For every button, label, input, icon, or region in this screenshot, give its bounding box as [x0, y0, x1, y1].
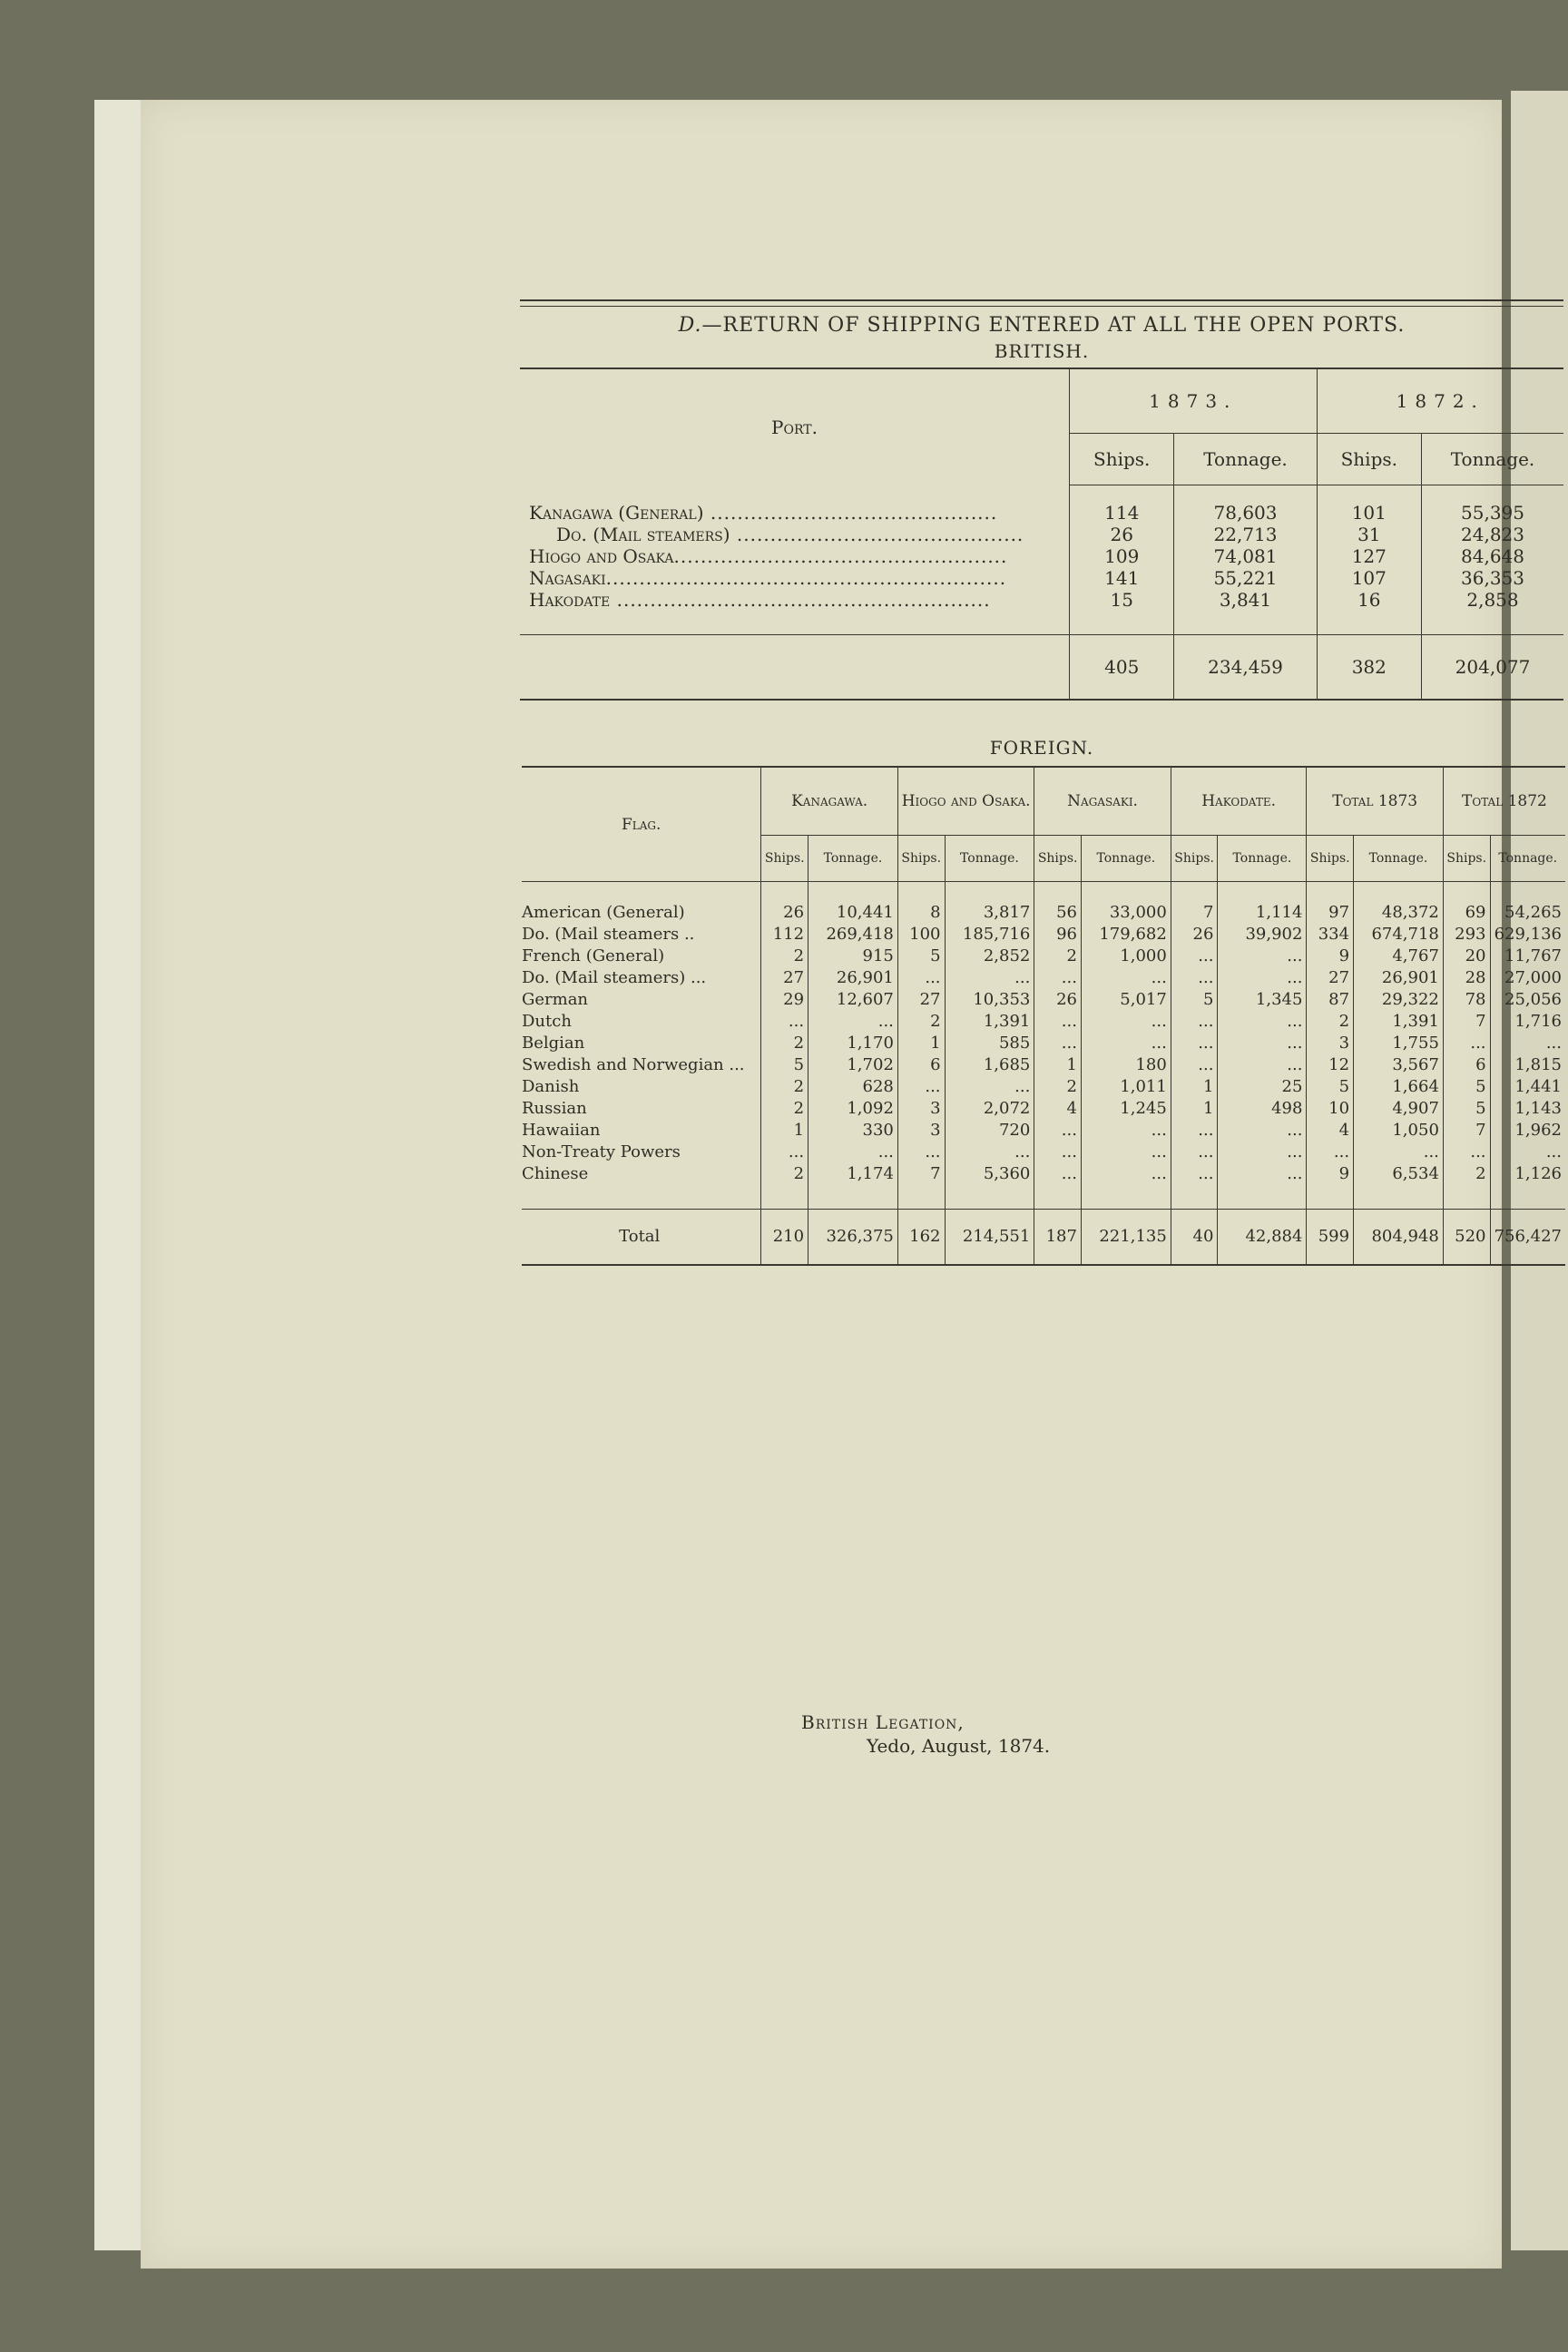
table-row: [522, 989, 1565, 1011]
kanagawa-tonnage: 12,607: [808, 989, 898, 1011]
total-1872-ships: 28: [1443, 967, 1490, 989]
hiogo-osaka-ships: 5: [897, 946, 945, 967]
total-total-1873-ships: 599: [1307, 1210, 1354, 1266]
nagasaki-ships: ...: [1034, 1120, 1082, 1142]
tonnage-1872: 24,823: [1461, 524, 1524, 545]
kanagawa-ships: 29: [761, 989, 808, 1011]
british-shipping-table: [520, 368, 1563, 701]
total-1873-tonnage: 4,767: [1354, 946, 1444, 967]
hakodate-ships: 26: [1171, 924, 1218, 946]
hakodate-ships: ...: [1171, 1033, 1218, 1054]
hakodate-tonnage: ...: [1218, 967, 1307, 989]
total-1872-ships: ...: [1443, 1142, 1490, 1163]
ships-1872: 107: [1317, 567, 1421, 589]
total-1872-ships: 78: [1443, 989, 1490, 1011]
total-hiogo-osaka-ships: 162: [897, 1210, 945, 1266]
tonnage-1873: 74,081: [1174, 545, 1317, 567]
kanagawa-tonnage: 1,702: [808, 1054, 898, 1076]
kanagawa-tonnage: 330: [808, 1120, 898, 1142]
nagasaki-ships: 56: [1034, 882, 1082, 925]
hiogo-osaka-tonnage: 185,716: [945, 924, 1034, 946]
flag-name: Danish: [522, 1076, 761, 1098]
nagasaki-tonnage: ...: [1081, 1120, 1171, 1142]
flag-name: Russian: [522, 1098, 761, 1120]
port-name: Do. (Mail steamers): [556, 524, 730, 545]
kanagawa-tonnage: 1,170: [808, 1033, 898, 1054]
kanagawa-tonnage: ...: [808, 1142, 898, 1163]
flag-name: Hawaiian: [522, 1120, 761, 1142]
total-1873-tonnage: 1,664: [1354, 1076, 1444, 1098]
kanagawa-ships: 112: [761, 924, 808, 946]
port-name: Kanagawa (General): [529, 501, 704, 524]
hiogo-osaka-tonnage: 10,353: [945, 989, 1034, 1011]
hakodate-tonnage: ...: [1218, 1142, 1307, 1163]
kanagawa-ships: 2: [761, 1076, 808, 1098]
table-row: [522, 1142, 1565, 1163]
total-1873-ships: 3: [1307, 1033, 1354, 1054]
ships-1872: 101: [1317, 485, 1421, 524]
tonnage-subheader: Tonnage.: [945, 836, 1034, 882]
hakodate-ships: 5: [1171, 989, 1218, 1011]
kanagawa-ships: 2: [761, 1033, 808, 1054]
hiogo-osaka-tonnage: 585: [945, 1033, 1034, 1054]
nagasaki-tonnage: 33,000: [1081, 882, 1171, 925]
flag-name: American (General): [522, 882, 761, 925]
hakodate-tonnage: 1,345: [1218, 989, 1307, 1011]
ships-1873: 114: [1070, 485, 1174, 524]
total-1872-header: Total 1872: [1443, 767, 1565, 836]
hakodate-tonnage: ...: [1218, 1054, 1307, 1076]
hiogo-osaka-tonnage: ...: [945, 967, 1034, 989]
nagasaki-ships: 2: [1034, 946, 1082, 967]
kanagawa-ships: 26: [761, 882, 808, 925]
signature-legation: British Legation,: [801, 1711, 965, 1733]
foreign-shipping-table: [522, 766, 1565, 1266]
hiogo-osaka-ships: 2: [897, 1011, 945, 1033]
ships-1873: 15: [1070, 589, 1174, 635]
total-1872-ships: 6: [1443, 1054, 1490, 1076]
ships-1873: 141: [1070, 567, 1174, 589]
nagasaki-ships: 26: [1034, 989, 1082, 1011]
ships-1872: 16: [1317, 589, 1421, 635]
table-row: [522, 1098, 1565, 1120]
total-1873-tonnage: 1,755: [1354, 1033, 1444, 1054]
document-title: [520, 314, 1563, 337]
leader-dots: ...........................................: [703, 501, 998, 524]
nagasaki-tonnage: 1,000: [1081, 946, 1171, 967]
table-row: [520, 485, 1563, 524]
nagasaki-tonnage: 179,682: [1081, 924, 1171, 946]
hakodate-ships: ...: [1171, 1120, 1218, 1142]
table-row: [522, 1076, 1565, 1098]
flag-name: German: [522, 989, 761, 1011]
ships-subheader: Ships.: [1171, 836, 1218, 882]
total-1873-ships: 10: [1307, 1098, 1354, 1120]
total-1872-ships: 5: [1443, 1076, 1490, 1098]
total-1872-tonnage: 1,716: [1514, 1012, 1562, 1031]
total-total-1872-tonnage: 756,427: [1490, 1210, 1565, 1266]
hakodate-tonnage: ...: [1218, 1120, 1307, 1142]
kanagawa-tonnage: 1,174: [808, 1163, 898, 1210]
hiogo-osaka-ships: ...: [897, 967, 945, 989]
total-1873-ships: 334: [1307, 924, 1354, 946]
total-label: Total: [522, 1210, 761, 1266]
hakodate-tonnage: 1,114: [1218, 882, 1307, 925]
total-1873-ships: 9: [1307, 1163, 1354, 1210]
nagasaki-ships: ...: [1034, 1011, 1082, 1033]
total-1873-tonnage: ...: [1354, 1142, 1444, 1163]
total-1873-ships: 97: [1307, 882, 1354, 925]
nagasaki-tonnage: ...: [1081, 1163, 1171, 1210]
hiogo-osaka-tonnage: 2,852: [945, 946, 1034, 967]
hakodate-ships: 1: [1171, 1076, 1218, 1098]
nagasaki-ships: ...: [1034, 967, 1082, 989]
title-rule: [520, 299, 1563, 307]
nagasaki-ships: ...: [1034, 1163, 1082, 1210]
hakodate-tonnage: 39,902: [1218, 924, 1307, 946]
hiogo-osaka-tonnage: 5,360: [945, 1163, 1034, 1210]
flag-name: Swedish and Norwegian ...: [522, 1054, 761, 1076]
signature-place-date: Yedo, August, 1874.: [867, 1735, 1051, 1757]
total-hakodate-tonnage: 42,884: [1218, 1210, 1307, 1266]
hiogo-osaka-tonnage: 1,685: [945, 1054, 1034, 1076]
hakodate-ships: ...: [1171, 1142, 1218, 1163]
hiogo-osaka-ships: 27: [897, 989, 945, 1011]
hakodate-tonnage: ...: [1218, 946, 1307, 967]
kanagawa-ships: ...: [761, 1142, 808, 1163]
nagasaki-tonnage: 1,245: [1081, 1098, 1171, 1120]
total-1872-ships: 2: [1443, 1163, 1490, 1210]
table-row: [522, 1054, 1565, 1076]
total-1872-tonnage: 11,767: [1504, 946, 1562, 965]
tonnage-1872-header: Tonnage.: [1422, 434, 1563, 485]
total-1873-tonnage: 4,907: [1354, 1098, 1444, 1120]
total-tonnage-1872: 204,077: [1422, 635, 1563, 701]
total-ships-1873: 405: [1070, 635, 1174, 701]
british-total-row: [520, 635, 1563, 701]
total-1872-tonnage: 1,126: [1514, 1164, 1562, 1183]
nagasaki-header: Nagasaki.: [1034, 767, 1171, 836]
table-row: [522, 1163, 1565, 1210]
kanagawa-tonnage: 10,441: [808, 882, 898, 925]
port-name: Hiogo and Osaka: [529, 545, 674, 567]
nagasaki-tonnage: ...: [1081, 1142, 1171, 1163]
hakodate-tonnage: 498: [1218, 1098, 1307, 1120]
table-row: [522, 924, 1565, 946]
nagasaki-ships: ...: [1034, 1142, 1082, 1163]
total-1873-tonnage: 3,567: [1354, 1054, 1444, 1076]
kanagawa-tonnage: ...: [808, 1011, 898, 1033]
hakodate-tonnage: ...: [1218, 1011, 1307, 1033]
hakodate-ships: ...: [1171, 1054, 1218, 1076]
nagasaki-tonnage: ...: [1081, 1033, 1171, 1054]
total-1872-ships: 69: [1443, 882, 1490, 925]
total-1872-tonnage: 27,000: [1504, 968, 1562, 987]
total-1873-tonnage: 674,718: [1354, 924, 1444, 946]
hiogo-osaka-ships: 8: [897, 882, 945, 925]
hakodate-tonnage: 25: [1218, 1076, 1307, 1098]
british-subtitle: BRITISH.: [994, 340, 1090, 362]
ships-subheader: Ships.: [1443, 836, 1490, 882]
hiogo-osaka-ships: ...: [897, 1142, 945, 1163]
total-tonnage-1873: 234,459: [1174, 635, 1317, 701]
ships-subheader: Ships.: [761, 836, 808, 882]
ships-1872: 127: [1317, 545, 1421, 567]
table-row: [522, 1011, 1565, 1033]
kanagawa-tonnage: 269,418: [808, 924, 898, 946]
flag-name: Dutch: [522, 1011, 761, 1033]
table-row: [522, 1033, 1565, 1054]
hakodate-ships: ...: [1171, 946, 1218, 967]
table-row: [520, 567, 1563, 589]
ships-1872: 31: [1317, 524, 1421, 545]
table-row: [522, 946, 1565, 967]
kanagawa-tonnage: 915: [808, 946, 898, 967]
flag-name: Non-Treaty Powers: [522, 1142, 761, 1163]
nagasaki-tonnage: ...: [1081, 1011, 1171, 1033]
page-content: [377, 299, 1565, 1757]
hiogo-osaka-ships: 3: [897, 1120, 945, 1142]
tonnage-1873: 22,713: [1174, 524, 1317, 545]
hakodate-ships: 1: [1171, 1098, 1218, 1120]
kanagawa-ships: ...: [761, 1011, 808, 1033]
kanagawa-ships: 1: [761, 1120, 808, 1142]
total-1873-tonnage: 26,901: [1354, 967, 1444, 989]
total-1873-ships: 12: [1307, 1054, 1354, 1076]
hiogo-osaka-header: Hiogo and Osaka.: [897, 767, 1034, 836]
port-name: Nagasaki: [529, 567, 606, 589]
nagasaki-ships: 4: [1034, 1098, 1082, 1120]
total-nagasaki-tonnage: 221,135: [1081, 1210, 1171, 1266]
hakodate-ships: ...: [1171, 1163, 1218, 1210]
total-1872-tonnage: 25,056: [1504, 990, 1562, 1009]
hiogo-osaka-ships: 1: [897, 1033, 945, 1054]
hiogo-osaka-ships: 100: [897, 924, 945, 946]
tonnage-1872: 55,395: [1461, 502, 1524, 524]
nagasaki-ships: 1: [1034, 1054, 1082, 1076]
total-1873-ships: 9: [1307, 946, 1354, 967]
total-1873-ships: 4: [1307, 1120, 1354, 1142]
ships-subheader: Ships.: [1034, 836, 1082, 882]
kanagawa-tonnage: 1,092: [808, 1098, 898, 1120]
hiogo-osaka-ships: 7: [897, 1163, 945, 1210]
tonnage-subheader: Tonnage.: [1354, 836, 1444, 882]
nagasaki-ships: ...: [1034, 1033, 1082, 1054]
flag-name: Do. (Mail steamers ..: [522, 924, 761, 946]
kanagawa-ships: 27: [761, 967, 808, 989]
total-1872-tonnage: 629,136: [1494, 925, 1562, 944]
total-1872-tonnage: 1,815: [1514, 1055, 1562, 1074]
kanagawa-ships: 2: [761, 946, 808, 967]
year-1872-header: 1872.: [1317, 368, 1563, 434]
kanagawa-ships: 2: [761, 1098, 808, 1120]
hakodate-ships: ...: [1171, 967, 1218, 989]
total-total-1873-tonnage: 804,948: [1354, 1210, 1444, 1266]
document-page: [141, 100, 1562, 2269]
total-1872-tonnage: 1,962: [1514, 1121, 1562, 1140]
kanagawa-tonnage: 26,901: [808, 967, 898, 989]
total-hakodate-ships: 40: [1171, 1210, 1218, 1266]
kanagawa-ships: 5: [761, 1054, 808, 1076]
table-row: [522, 967, 1565, 989]
tonnage-1873: 78,603: [1174, 485, 1317, 524]
tonnage-subheader: Tonnage.: [1218, 836, 1307, 882]
kanagawa-tonnage: 628: [808, 1076, 898, 1098]
total-kanagawa-ships: 210: [761, 1210, 808, 1266]
total-ships-1872: 382: [1317, 635, 1421, 701]
table-row: [522, 882, 1565, 925]
ships-1873-header: Ships.: [1070, 434, 1174, 485]
total-1873-ships: 5: [1307, 1076, 1354, 1098]
nagasaki-tonnage: ...: [1081, 967, 1171, 989]
nagasaki-tonnage: 5,017: [1081, 989, 1171, 1011]
leader-dots: ...........................................: [730, 524, 1024, 545]
ships-1873: 109: [1070, 545, 1174, 567]
hiogo-osaka-tonnage: ...: [945, 1076, 1034, 1098]
total-1872-ships: 20: [1443, 946, 1490, 967]
hakodate-ships: ...: [1171, 1011, 1218, 1033]
total-1872-ships: 7: [1443, 1120, 1490, 1142]
total-1873-ships: 27: [1307, 967, 1354, 989]
total-1872-tonnage: ...: [1545, 1034, 1562, 1053]
total-1873-tonnage: 29,322: [1354, 989, 1444, 1011]
table-row: [520, 589, 1563, 635]
leader-dots: ........................................................: [610, 589, 991, 611]
hiogo-osaka-tonnage: 3,817: [945, 882, 1034, 925]
nagasaki-ships: 96: [1034, 924, 1082, 946]
table-row: [520, 545, 1563, 567]
hiogo-osaka-ships: ...: [897, 1076, 945, 1098]
total-1872-ships: ...: [1443, 1033, 1490, 1054]
nagasaki-tonnage: 1,011: [1081, 1076, 1171, 1098]
tonnage-1872: 2,858: [1466, 589, 1519, 611]
kanagawa-header: Kanagawa.: [761, 767, 897, 836]
total-1873-ships: 87: [1307, 989, 1354, 1011]
total-1872-ships: 5: [1443, 1098, 1490, 1120]
foreign-total-row: [522, 1210, 1565, 1266]
total-1872-ships: 7: [1443, 1011, 1490, 1033]
hakodate-header: Hakodate.: [1171, 767, 1307, 836]
tonnage-1873: 3,841: [1174, 589, 1317, 635]
total-1873-tonnage: 6,534: [1354, 1163, 1444, 1210]
tonnage-1873: 55,221: [1174, 567, 1317, 589]
port-header: Port.: [520, 368, 1070, 485]
total-1872-ships: 293: [1443, 924, 1490, 946]
tonnage-subheader: Tonnage.: [1490, 836, 1565, 882]
nagasaki-tonnage: 180: [1081, 1054, 1171, 1076]
tonnage-subheader: Tonnage.: [808, 836, 898, 882]
total-1873-tonnage: 1,391: [1354, 1011, 1444, 1033]
kanagawa-ships: 2: [761, 1163, 808, 1210]
tonnage-1872: 36,353: [1461, 567, 1524, 589]
leader-dots: ..................................................: [673, 545, 1008, 567]
title-block: [520, 299, 1563, 362]
hakodate-tonnage: ...: [1218, 1163, 1307, 1210]
total-kanagawa-tonnage: 326,375: [808, 1210, 898, 1266]
title-prefix: D.: [678, 314, 702, 337]
total-nagasaki-ships: 187: [1034, 1210, 1082, 1266]
hiogo-osaka-tonnage: ...: [945, 1142, 1034, 1163]
total-1873-header: Total 1873: [1307, 767, 1443, 836]
table-row: [522, 1120, 1565, 1142]
tonnage-1873-header: Tonnage.: [1174, 434, 1317, 485]
hiogo-osaka-tonnage: 2,072: [945, 1098, 1034, 1120]
signature: [801, 1710, 1050, 1758]
flag-header: Flag.: [522, 767, 761, 882]
ships-1873: 26: [1070, 524, 1174, 545]
hiogo-osaka-ships: 6: [897, 1054, 945, 1076]
flag-name: Do. (Mail steamers) ...: [522, 967, 761, 989]
tonnage-1872: 84,648: [1461, 545, 1524, 567]
total-1873-ships: ...: [1307, 1142, 1354, 1163]
total-1873-tonnage: 48,372: [1354, 882, 1444, 925]
table-row: [520, 524, 1563, 545]
flag-name: Chinese: [522, 1163, 761, 1210]
total-1873-tonnage: 1,050: [1354, 1120, 1444, 1142]
total-1872-tonnage: 54,265: [1504, 903, 1562, 922]
title-text: —RETURN OF SHIPPING ENTERED AT ALL THE OPEN PORTS.: [701, 314, 1406, 337]
hiogo-osaka-ships: 3: [897, 1098, 945, 1120]
ships-subheader: Ships.: [897, 836, 945, 882]
hakodate-tonnage: ...: [1218, 1033, 1307, 1054]
ships-subheader: Ships.: [1307, 836, 1354, 882]
tonnage-subheader: Tonnage.: [1081, 836, 1171, 882]
leader-dots: ............................................................: [605, 567, 1007, 589]
hiogo-osaka-tonnage: 1,391: [945, 1011, 1034, 1033]
total-total-1872-ships: 520: [1443, 1210, 1490, 1266]
total-1872-tonnage: ...: [1545, 1142, 1562, 1161]
year-1873-header: 1873.: [1070, 368, 1318, 434]
hiogo-osaka-tonnage: 720: [945, 1120, 1034, 1142]
total-1872-tonnage: 1,441: [1514, 1077, 1562, 1096]
hakodate-ships: 7: [1171, 882, 1218, 925]
port-name: Hakodate: [529, 589, 611, 611]
total-hiogo-osaka-tonnage: 214,551: [945, 1210, 1034, 1266]
flag-name: French (General): [522, 946, 761, 967]
total-1873-ships: 2: [1307, 1011, 1354, 1033]
flag-name: Belgian: [522, 1033, 761, 1054]
foreign-title: FOREIGN.: [989, 737, 1094, 759]
total-1872-tonnage: 1,143: [1514, 1099, 1562, 1118]
foreign-rows: [522, 882, 1565, 1210]
ships-1872-header: Ships.: [1317, 434, 1421, 485]
nagasaki-ships: 2: [1034, 1076, 1082, 1098]
